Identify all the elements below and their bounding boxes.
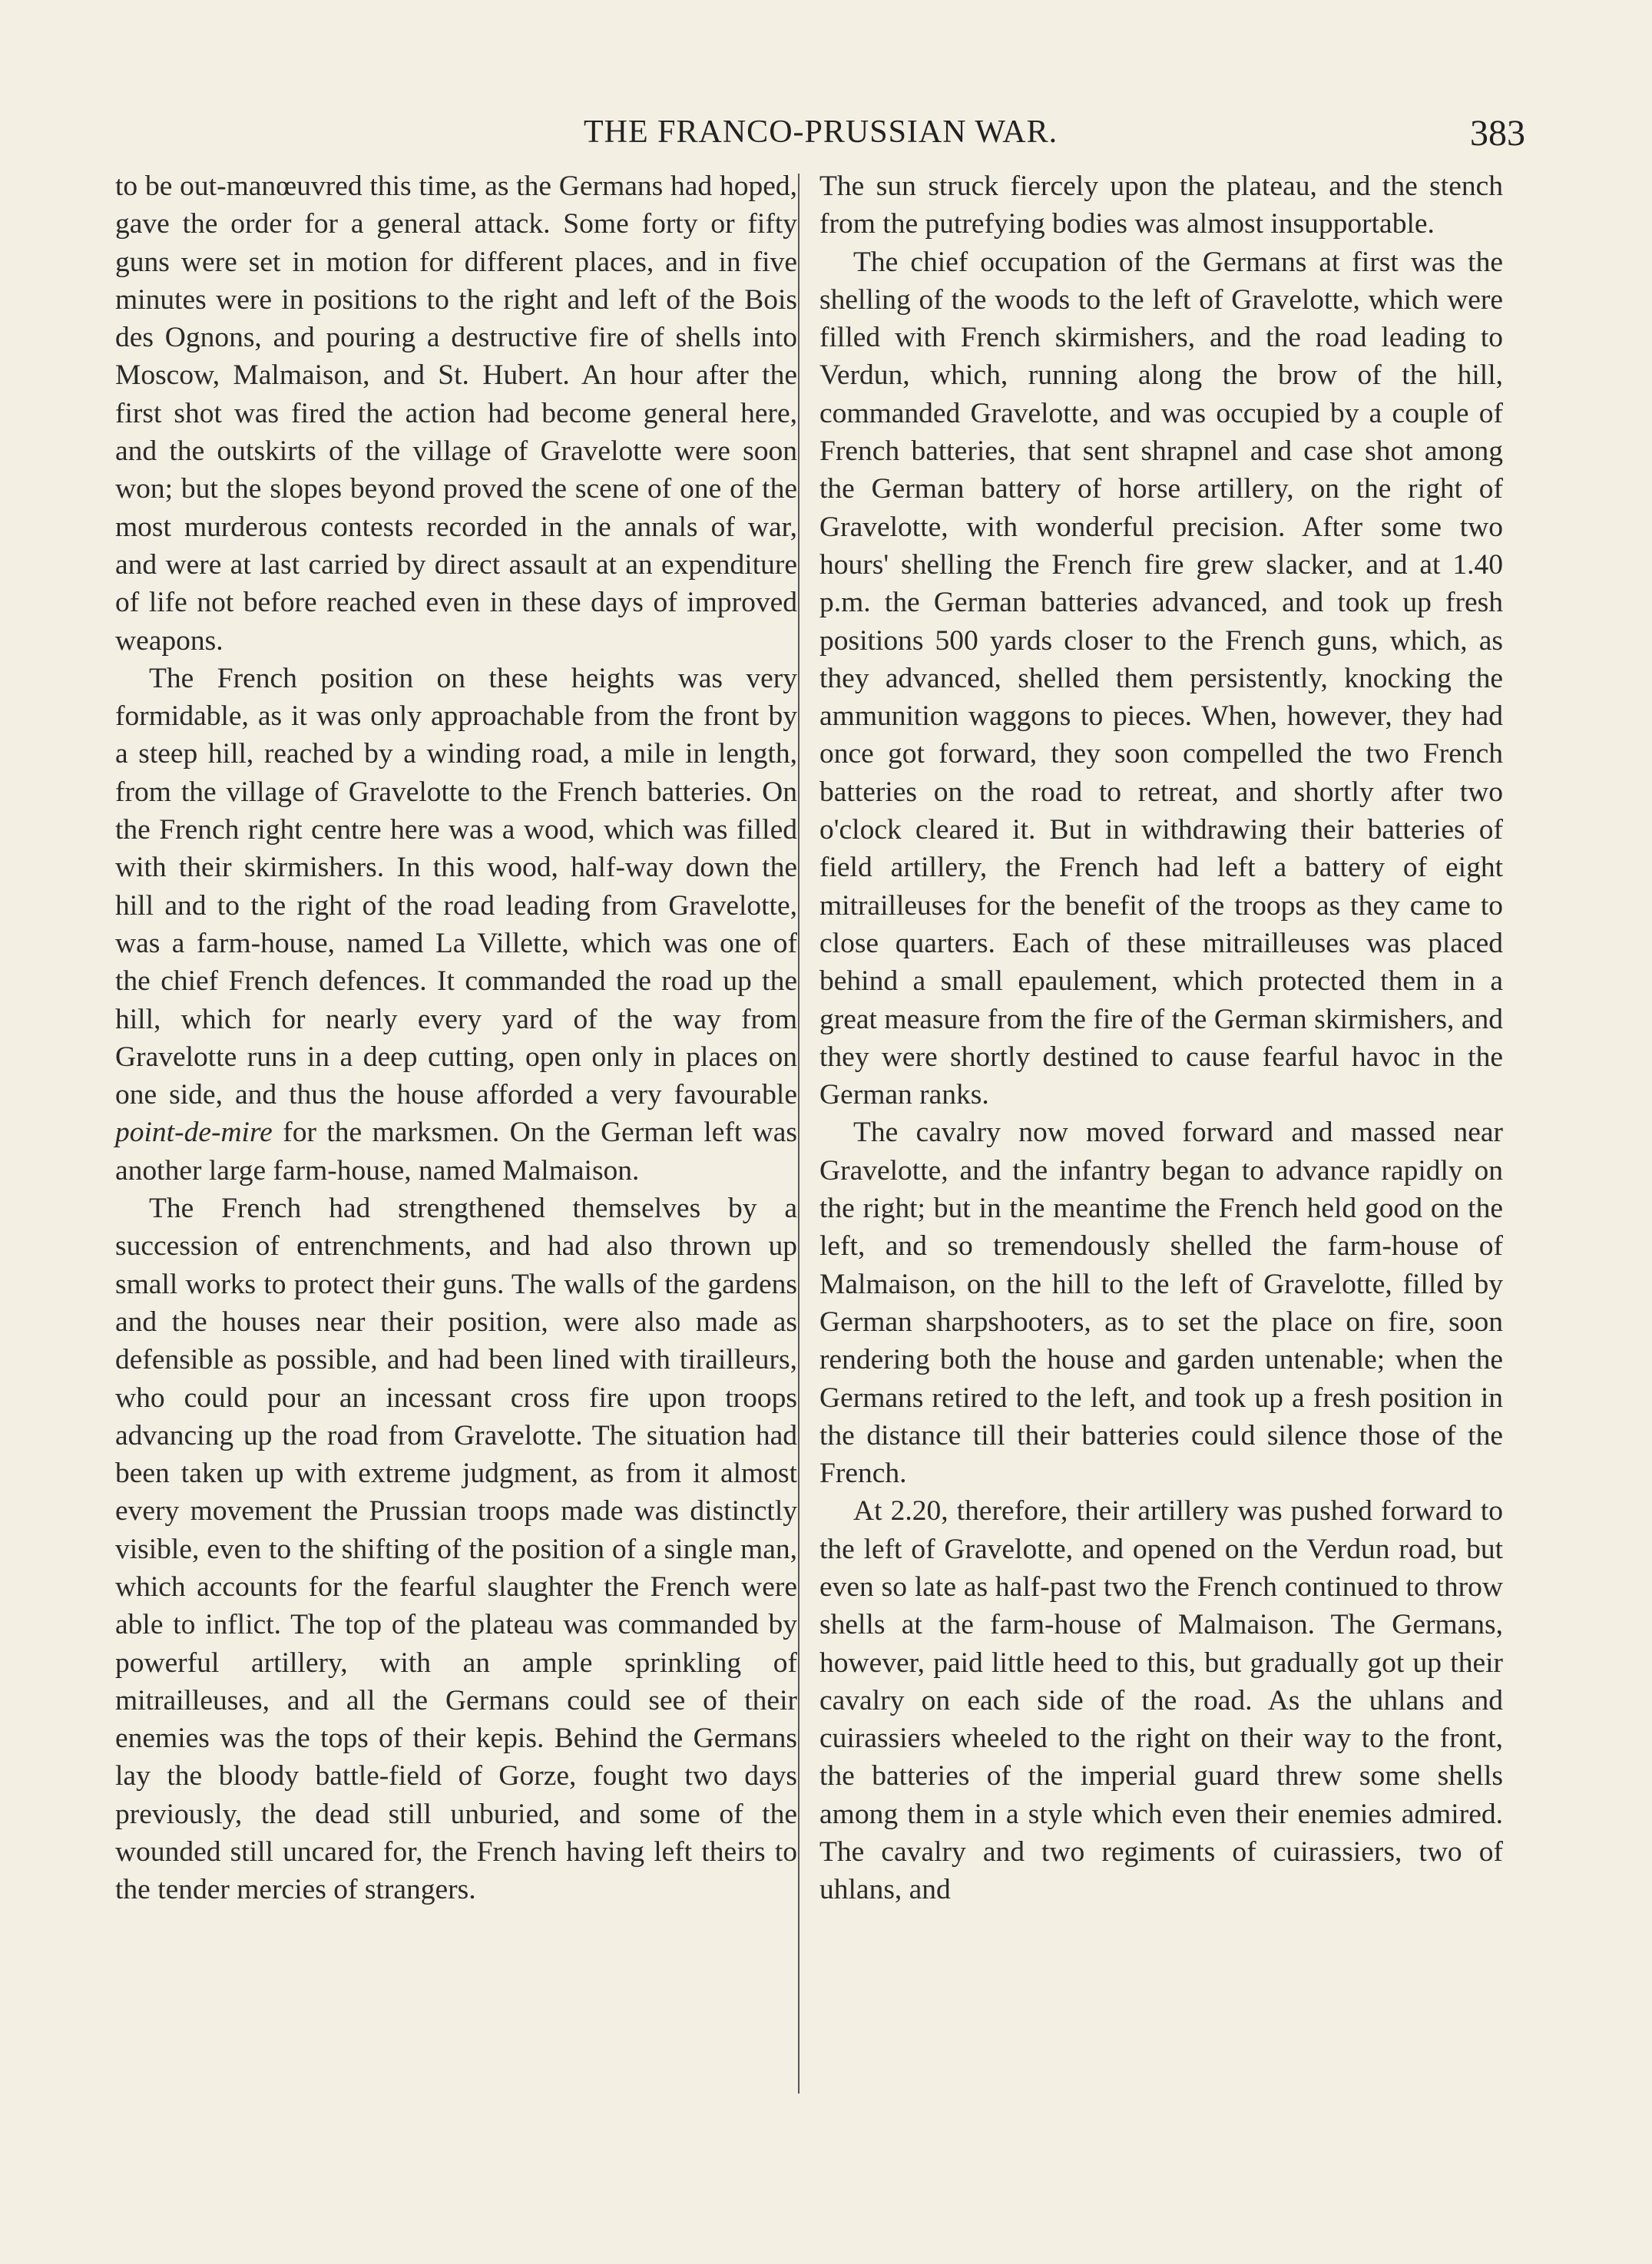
right-paragraph-3: The cavalry now moved forward and massed near Gravelotte, and the infantry began to advance rapidly on the right; but in the meantime the French held good on the left, and so tremendously shelled the farm-house of Malmaison, on the hill to the left of Gravelotte, filled by German sharpshooters, as to set the place on fire, soon rendering both the house and garden untenable; when the Germans retired to the left, and took up a fresh position in the distance till their batteries could silence those of the French.	[819, 1117, 1503, 1490]
left-paragraph-2-text-a: The French position on these heights was very formidable, as it was only approachable from the front by a steep hill, reached by a winding road, a mile in length, from the village of Gravelotte to the French batteries. On the French right centre here was a wood, which was filled with their skirmishers. In this wood, half-way down the hill and to the right of the road leading from Gravelotte, was a farm-house, named La Villette, which was one of the chief French defences. It commanded the road up the hill, which for nearly every yard of the way from Gravelotte runs in a deep cutting, open only in places on one side, and thus the house afforded a very favourable	[115, 662, 797, 1111]
italic-term: point-de-mire	[115, 1117, 273, 1149]
page-number: 383	[1470, 113, 1525, 154]
left-paragraph-2	[115, 660, 797, 1190]
right-paragraph-2: The chief occupation of the Germans at first was the shelling of the woods to the left of Gravelotte, which were filled with French skirmishers, and the road leading to Verdun, which, running along the brow of the hill, commanded Gravelotte, and was occupied by a couple of French batteries, that sent shrapnel and case shot among the German battery of horse artillery, on the right of Gravelotte, with wonderful precision. After some two hours' shelling the French fire grew slacker, and at 1.40 p.m. the German batteries advanced, and took up fresh positions 500 yards closer to the French guns, which, as they advanced, shelled them persistently, knocking the ammunition waggons to pieces. When, however, they had once got forward, they soon compelled the two French batteries on the road to retreat, and shortly after two o'clock cleared it. But in withdrawing their batteries of field artillery, the French had left a battery of eight mitrailleuses for the benefit of the troops as they came to close quarters. Each of these mitrailleuses was placed behind a small epaulement, which protected them in a great measure from the fire of the German skirmishers, and they were shortly destined to cause fearful havoc in the German ranks.	[819, 246, 1503, 1111]
right-paragraph-4: At 2.20, therefore, their artillery was pushed forward to the left of Gravelotte, and opened on the Verdun road, but even so late as half-past two the French continued to throw shells at the farm-house of Malmaison. The Germans, however, paid little heed to this, but gradually got up their cavalry on each side of the road. As the uhlans and cuirassiers wheeled to the right on their way to the front, the batteries of the imperial guard threw some shells among them in a style which even their enemies admired. The cavalry and two regiments of cuirassiers, two of uhlans, and	[819, 1495, 1503, 1906]
left-paragraph-2-text-b: for the marksmen. On the German left was another large farm-house, named Malmaison.	[115, 1117, 797, 1187]
column-divider	[798, 174, 800, 2094]
right-column	[819, 167, 1503, 1909]
left-paragraph-1: to be out-manœuvred this time, as the Germans had hoped, gave the order for a general attack. Some forty or fifty guns were set in motion for different places, and in five minutes were in positions to the right and left of the Bois des Ognons, and pouring a destructive fire of shells into Moscow, Malmaison, and St. Hubert. An hour after the first shot was fired the action had become general here, and the outskirts of the village of Gravelotte were soon won; but the slopes beyond proved the scene of one of the most murderous contests recorded in the annals of war, and were at last carried by direct assault at an expenditure of life not before reached even in these days of improved weapons.	[115, 170, 797, 657]
left-paragraph-3: The French had strengthened themselves by a succession of entrenchments, and had also thrown up small works to protect their guns. The walls of the gardens and the houses near their position, were also made as defensible as possible, and had been lined with tirailleurs, who could pour an incessant cross fire upon troops advancing up the road from Gravelotte. The situation had been taken up with extreme judgment, as from it almost every movement the Prussian troops made was distinctly visible, even to the shifting of the position of a single man, which accounts for the fearful slaughter the French were able to inflict. The top of the plateau was commanded by powerful artillery, with an ample sprinkling of mitrailleuses, and all the Germans could see of their enemies was the tops of their kepis. Behind the Germans lay the bloody battle-field of Gorze, fought two days previously, the dead still unburied, and some of the wounded still uncared for, the French having left theirs to the tender mercies of strangers.	[115, 1193, 797, 1906]
running-head: THE FRANCO-PRUSSIAN WAR.	[584, 114, 1058, 150]
left-column	[115, 167, 797, 1909]
right-paragraph-1: The sun struck fiercely upon the plateau, and the stench from the putrefying bodies was almost insupportable.	[819, 170, 1503, 240]
